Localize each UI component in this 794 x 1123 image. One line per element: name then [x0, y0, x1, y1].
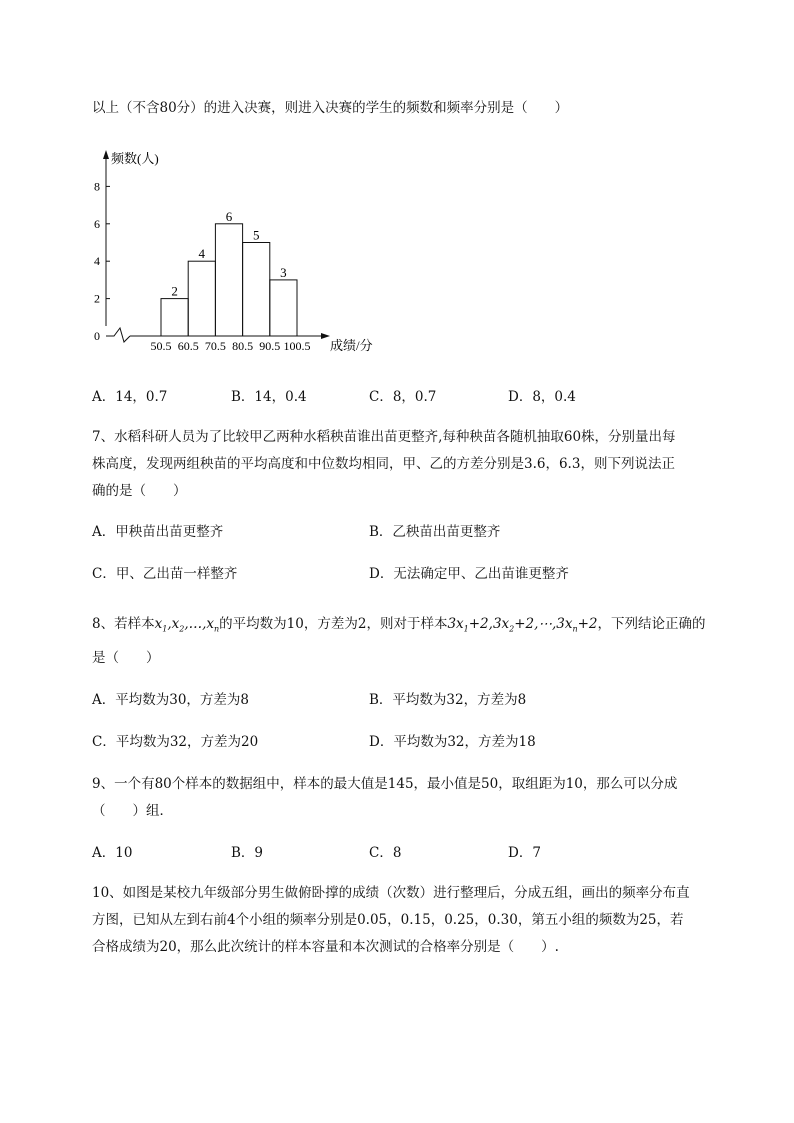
y-tick-label: 0 [94, 329, 100, 343]
q7-option-d[interactable]: D．无法确定甲、乙出苗谁更整齐 [369, 566, 569, 582]
bar-data-label: 5 [252, 227, 260, 243]
x-tick-label: 60.5 [177, 339, 199, 353]
q7-line-1: 7、水稻科研人员为了比较甲乙两种水稻秧苗谁出苗更整齐,每种秧苗各随机抽取60株，分别量出每 [92, 429, 676, 445]
q8-line-2: 是（ ） [92, 650, 160, 666]
q6-histogram [90, 148, 390, 358]
q7-option-c[interactable]: C．甲、乙出苗一样整齐 [92, 566, 238, 582]
histogram-bar [161, 299, 188, 336]
q9-option-b[interactable]: B．9 [231, 845, 264, 861]
q8-option-b[interactable]: B．平均数为32，方差为8 [369, 692, 527, 708]
q9-option-d[interactable]: D．7 [508, 845, 541, 861]
q7-line-2: 株高度，发现两组秧苗的平均高度和中位数均相同，甲、乙的方差分别是3.6，6.3，则下列说法正 [92, 456, 675, 472]
q10-line-3: 合格成绩为20，那么此次统计的样本容量和本次测试的合格率分别是（ ）. [92, 939, 559, 955]
q6-option-a[interactable]: A．14，0.7 [92, 389, 168, 405]
histogram-bar [243, 243, 270, 337]
y-tick-label: 8 [94, 179, 100, 194]
q9-line-1: 9、一个有80个样本的数据组中，样本的最大值是145，最小值是50，取组距为10，那么可以分成 [92, 776, 678, 792]
y-tick-label: 2 [94, 291, 100, 306]
x-tick-label: 50.5 [150, 339, 172, 353]
q7-option-a[interactable]: A．甲秧苗出苗更整齐 [92, 524, 224, 540]
q8-suffix: ，下列结论正确的 [597, 616, 706, 632]
x-tick-label: 100.5 [283, 339, 311, 353]
q8-sample-2: $3x_1+2,3x_2+2,\cdots,3x_n+2$ [447, 616, 598, 634]
q8-option-a[interactable]: A．平均数为30，方差为8 [92, 692, 250, 708]
q6-option-d[interactable]: D．8，0.4 [508, 389, 576, 405]
histogram-bar [270, 280, 297, 336]
q8-line-1 [92, 614, 706, 640]
q9-option-c[interactable]: C．8 [369, 845, 402, 861]
histogram-bar [188, 261, 215, 336]
q8-prefix: 8、若样本 [92, 616, 155, 632]
q9-option-a[interactable]: A．10 [92, 845, 133, 861]
x-tick-label: 80.5 [232, 339, 254, 353]
q8-sample-1: $x_1,x_2,\dots,x_n$ [154, 616, 220, 634]
y-tick-label: 4 [94, 254, 100, 269]
bar-data-label: 3 [280, 264, 287, 280]
x-ticks [151, 339, 311, 353]
q7-line-3: 确的是（ ） [92, 483, 187, 499]
q8-mid: 的平均数为10，方差为2，则对于样本 [219, 616, 448, 632]
bars [161, 209, 297, 336]
histogram-bar [215, 224, 242, 336]
x-axis-label: 成绩/分 [330, 338, 373, 353]
x-tick-label: 70.5 [204, 339, 226, 353]
q6-stem-tail: 以上（不含80分）的进入决赛，则进入决赛的学生的频数和频率分别是（ ） [92, 100, 569, 116]
q10-line-1: 10、如图是某校九年级部分男生做俯卧撑的成绩（次数）进行整理后，分成五组，画出的频率分布直 [92, 885, 690, 901]
q9-line-2: （ ）组． [92, 803, 173, 819]
q10-line-2: 方图，已知从左到右前4个小组的频率分别是0.05，0.15，0.25，0.30，第五小组的频数为25，若 [92, 912, 684, 928]
bar-data-label: 4 [198, 246, 206, 262]
q7-option-b[interactable]: B．乙秧苗出苗更整齐 [369, 524, 501, 540]
y-tick-label: 6 [94, 216, 100, 231]
q8-option-d[interactable]: D．平均数为32，方差为18 [369, 734, 536, 750]
q6-option-c[interactable]: C．8，0.7 [369, 389, 437, 405]
y-axis-label: 频数(人) [111, 151, 159, 166]
bar-data-label: 6 [225, 208, 233, 224]
q8-option-c[interactable]: C．平均数为32，方差为20 [92, 734, 259, 750]
y-ticks [94, 179, 110, 343]
q6-option-b[interactable]: B．14，0.4 [231, 389, 307, 405]
x-tick-label: 90.5 [259, 339, 281, 353]
bar-data-label: 2 [171, 283, 178, 299]
